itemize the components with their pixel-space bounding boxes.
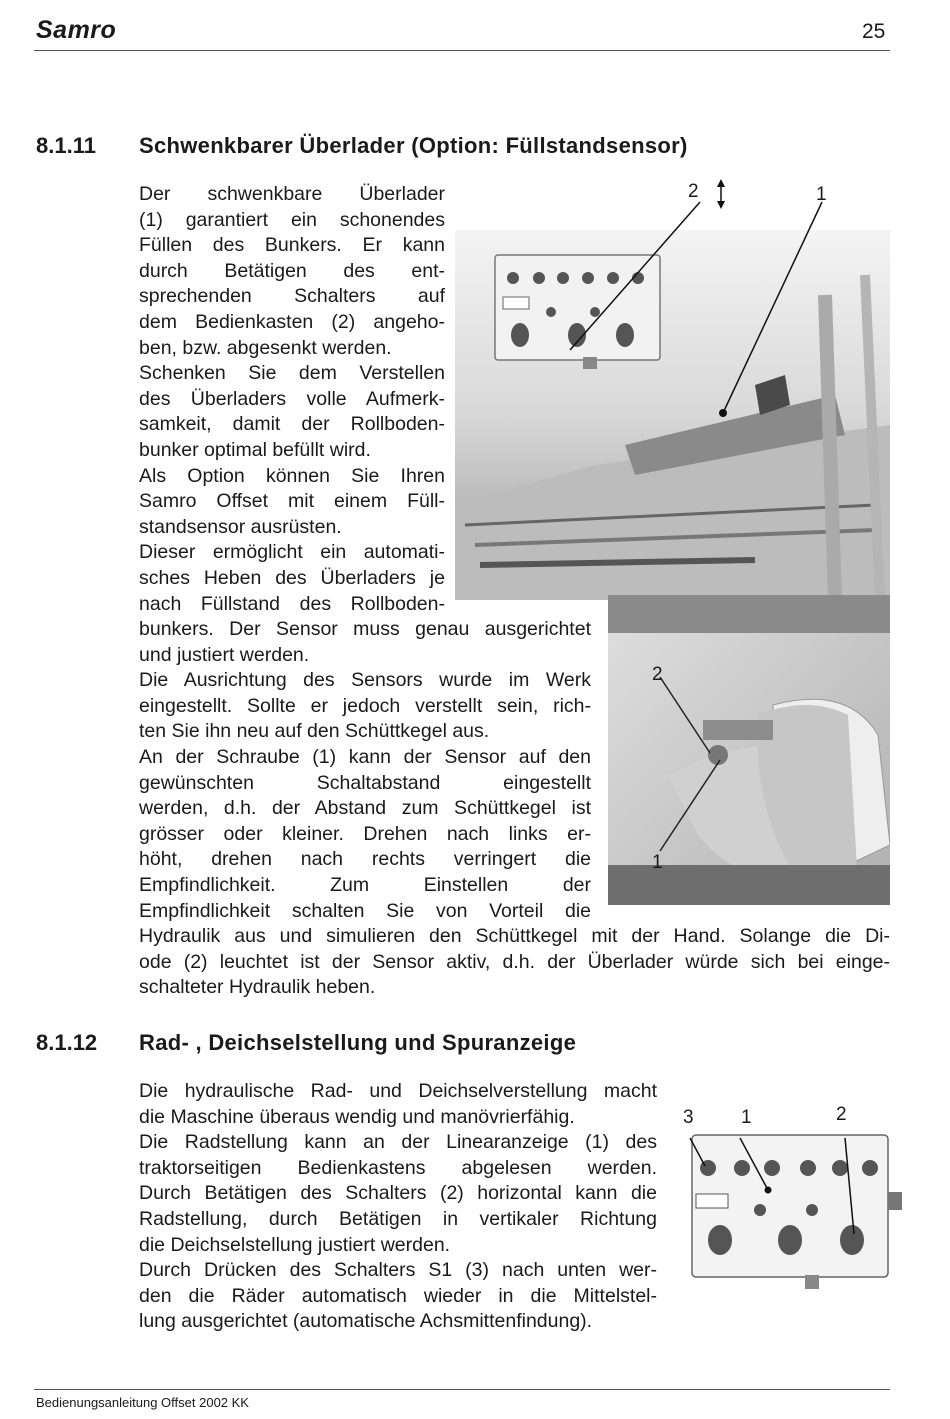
photo1-label-1: 1 xyxy=(816,184,827,205)
header-brand: Samro xyxy=(36,16,117,44)
section-number-8-1-12: 8.1.12 xyxy=(36,1030,98,1055)
section-number-8-1-11: 8.1.11 xyxy=(36,133,96,158)
text-line: ten Sie ihn neu auf den Schüttkegel aus. xyxy=(139,720,490,743)
text-line: Empfindlichkeit. Zum Einstellen der xyxy=(139,873,591,896)
photo3-label-3: 3 xyxy=(683,1107,694,1128)
body-text-section-2 xyxy=(139,1079,657,1335)
text-line: Die hydraulische Rad- und Deichselverstellung macht xyxy=(139,1080,657,1102)
text-line: Hydraulik aus und simulieren den Schüttkegel mit der Hand. Solange die Di- xyxy=(139,925,890,947)
header-rule xyxy=(34,50,890,51)
text-line: Dieser ermöglicht ein automati- xyxy=(139,541,445,564)
text-line: grösser oder kleiner. Drehen nach links er- xyxy=(139,822,591,845)
text-line: Füllen des Bunkers. Er kann xyxy=(139,234,445,257)
text-line: höht, drehen nach rechts verringert die xyxy=(139,848,591,871)
photo3-label-1: 1 xyxy=(741,1107,752,1128)
text-line: bunker optimal befüllt wird. xyxy=(139,438,371,461)
text-line: sprechenden Schalters auf xyxy=(139,285,445,308)
text-line: bunkers. Der Sensor muss genau ausgerichtet xyxy=(139,618,591,640)
control-box xyxy=(495,255,660,369)
page-number: 25 xyxy=(862,20,886,43)
text-line: Durch Betätigen des Schalters (2) horizontal kann die xyxy=(139,1182,657,1205)
text-line: Die Radstellung kann an der Linearanzeige (1) des xyxy=(139,1131,657,1154)
photo3-label-2: 2 xyxy=(836,1104,847,1125)
text-line: standsensor ausrüsten. xyxy=(139,515,342,538)
sensor-photo xyxy=(608,595,890,905)
text-line: die Deichselstellung justiert werden. xyxy=(139,1233,451,1256)
text-line: traktorseitigen Bedienkastens abgelesen werden. xyxy=(139,1156,657,1179)
body-text-narrow xyxy=(139,182,445,617)
text-line: An der Schraube (1) kann der Sensor auf den xyxy=(139,745,591,768)
overloader-photo xyxy=(455,175,890,600)
text-line: werden, d.h. der Abstand zum Schüttkegel ist xyxy=(139,797,591,820)
text-line: gewünschten Schaltabstand eingestellt xyxy=(139,771,591,794)
footer-rule xyxy=(34,1389,890,1390)
text-line: Als Option können Sie Ihren xyxy=(139,464,445,487)
section-title-8-1-12: Rad- , Deichselstellung und Spuranzeige xyxy=(139,1030,577,1055)
text-line: durch Betätigen des ent- xyxy=(139,259,445,282)
section-title-8-1-11: Schwenkbarer Überlader (Option: Füllstandsensor) xyxy=(139,133,688,158)
text-line: Empfindlichkeit schalten Sie von Vorteil die xyxy=(139,899,591,922)
footer-text: Bedienungsanleitung Offset 2002 KK xyxy=(36,1395,249,1410)
text-line: Die Ausrichtung des Sensors wurde im Werk xyxy=(139,669,591,692)
text-line: Radstellung, durch Betätigen in vertikaler Richtung xyxy=(139,1207,657,1230)
text-line: schalteter Hydraulik heben. xyxy=(139,976,376,999)
photo2-label-1: 1 xyxy=(652,852,663,873)
text-line: ben, bzw. abgesenkt werden. xyxy=(139,336,392,359)
text-line: Samro Offset mit einem Füll- xyxy=(139,490,445,513)
text-line: ode (2) leuchtet ist der Sensor aktiv, d.h. der Überlader würde sich bei einge- xyxy=(139,950,890,973)
text-line: (1) garantiert ein schonendes xyxy=(139,208,445,231)
text-line: sches Heben des Überladers je xyxy=(139,566,445,589)
photo1-label-2: 2 xyxy=(688,181,699,202)
text-line: eingestellt. Sollte er jedoch verstellt sein, rich- xyxy=(139,694,591,717)
text-line: dem Bedienkasten (2) angeho- xyxy=(139,310,445,333)
text-line: die Maschine überaus wendig und manövrierfähig. xyxy=(139,1105,575,1128)
body-text-medium xyxy=(139,617,591,924)
text-line: Schenken Sie dem Verstellen xyxy=(139,362,445,385)
body-text-wide xyxy=(139,924,890,1001)
text-line: Durch Drücken des Schalters S1 (3) nach unten wer- xyxy=(139,1259,657,1282)
control-panel-photo xyxy=(680,1130,905,1295)
text-line: Der schwenkbare Überlader xyxy=(139,183,445,205)
text-line: samkeit, damit der Rollboden- xyxy=(139,413,445,436)
photo2-label-2: 2 xyxy=(652,664,663,685)
text-line: den die Räder automatisch wieder in die Mittelstel- xyxy=(139,1284,657,1307)
text-line: nach Füllstand des Rollboden- xyxy=(139,592,445,615)
text-line: des Überladers volle Aufmerk- xyxy=(139,387,445,410)
up-down-arrow-icon xyxy=(717,179,725,209)
text-line: und justiert werden. xyxy=(139,643,310,666)
text-line: lung ausgerichtet (automatische Achsmittenfindung). xyxy=(139,1310,593,1333)
